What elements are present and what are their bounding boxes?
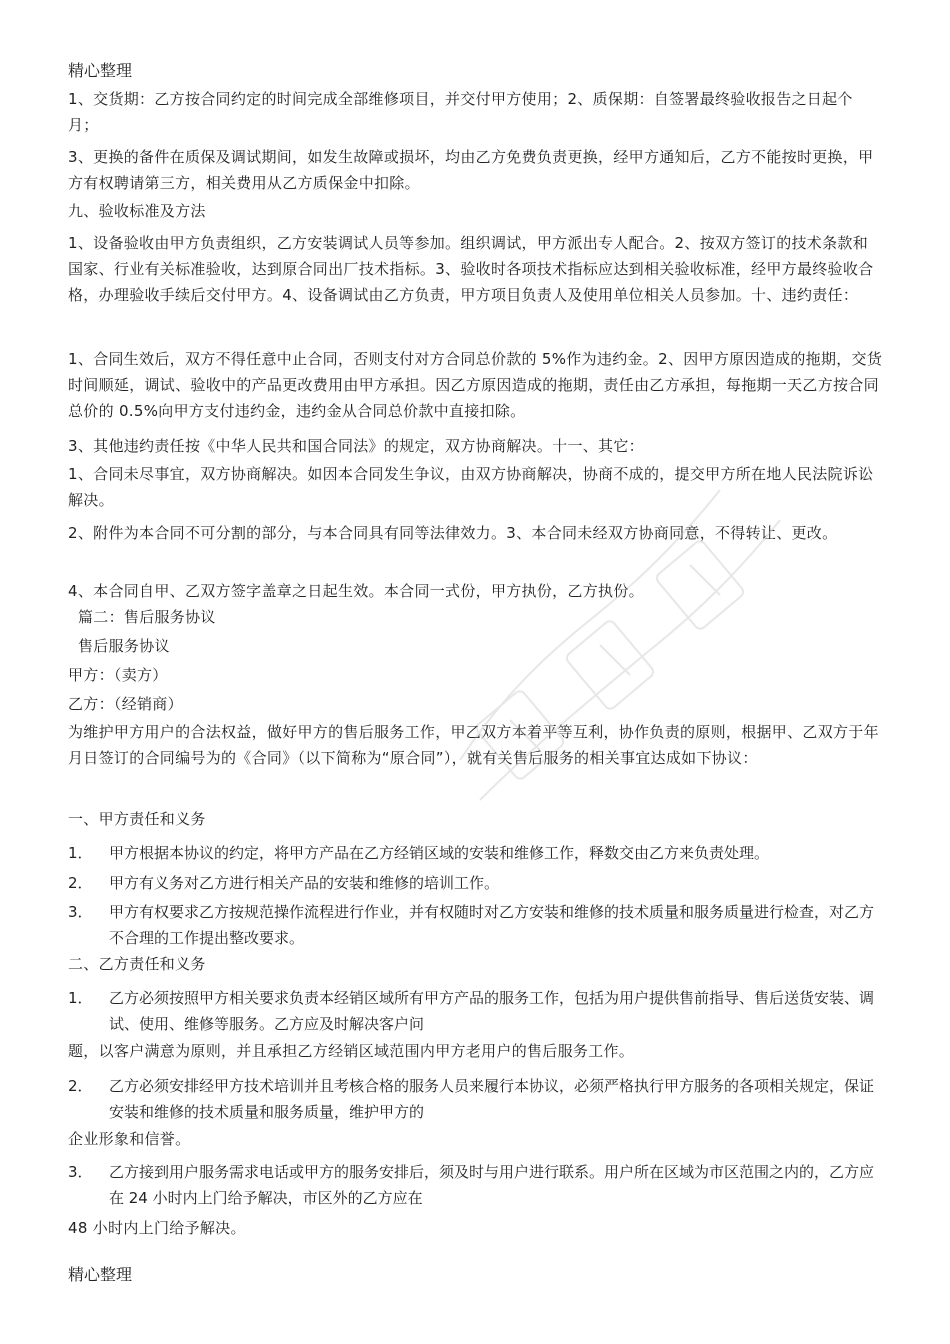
list-number: 2． bbox=[68, 1077, 93, 1095]
list-number: 1． bbox=[68, 989, 93, 1007]
paragraph: 48 小时内上门给予解决。 bbox=[68, 1219, 246, 1237]
party-b: 乙方：（经销商） bbox=[68, 695, 183, 713]
list-number: 2． bbox=[68, 874, 93, 892]
paragraph: 题，以客户满意为原则，并且承担乙方经销区域范围内甲方老用户的售后服务工作。 bbox=[68, 1042, 635, 1060]
paragraph: 1、合同未尽事宜，双方协商解决。如因本合同发生争议，由双方协商解决，协商不成的，提交甲方所在地人民法院诉讼解决。 bbox=[68, 465, 874, 509]
document-title: 售后服务协议 bbox=[78, 637, 170, 655]
paragraph: 3、其他违约责任按《中华人民共和国合同法》的规定，双方协商解决。十一、其它： bbox=[68, 437, 644, 455]
list-text: 甲方根据本协议的约定，将甲方产品在乙方经销区域的安装和维修工作，释数交由乙方来负责处理。 bbox=[109, 844, 770, 862]
list-number: 3． bbox=[68, 903, 93, 921]
section-heading: 九、验收标准及方法 bbox=[68, 202, 206, 220]
paragraph: 2、附件为本合同不可分割的部分，与本合同具有同等法律效力。3、本合同未经双方协商同意，不得转让、更改。 bbox=[68, 524, 838, 542]
page-footer: 精心整理 bbox=[68, 1265, 133, 1284]
paragraph: 企业形象和信誉。 bbox=[68, 1130, 191, 1148]
list-text: 乙方必须安排经甲方技术培训并且考核合格的服务人员来履行本协议，必须严格执行甲方服务的各项相关规定，保证安装和维修的技术质量和服务质量，维护甲方的 bbox=[109, 1077, 875, 1121]
party-a: 甲方：（卖方） bbox=[68, 666, 168, 684]
section-title: 篇二：售后服务协议 bbox=[78, 608, 216, 626]
section-heading: 二、乙方责任和义务 bbox=[68, 955, 206, 973]
page-header: 精心整理 bbox=[68, 61, 133, 80]
list-text: 甲方有义务对乙方进行相关产品的安装和维修的培训工作。 bbox=[109, 874, 500, 892]
list-number: 1． bbox=[68, 844, 93, 862]
list-text: 甲方有权要求乙方按规范操作流程进行作业，并有权随时对乙方安装和维修的技术质量和服务质量进行检查，对乙方不合理的工作提出整改要求。 bbox=[109, 903, 875, 947]
section-heading: 一、甲方责任和义务 bbox=[68, 810, 206, 828]
list-number: 3． bbox=[68, 1163, 93, 1181]
paragraph: 3、更换的备件在质保及调试期间，如发生故障或损坏，均由乙方免费负责更换，经甲方通知后，乙方不能按时更换，甲方有权聘请第三方，相关费用从乙方质保金中扣除。 bbox=[68, 148, 874, 192]
list-text: 乙方必须按照甲方相关要求负责本经销区域所有甲方产品的服务工作，包括为用户提供售前指导、售后送货安装、调试、使用、维修等服务。乙方应及时解决客户问 bbox=[109, 989, 875, 1033]
paragraph: 1、设备验收由甲方负责组织，乙方安装调试人员等参加。组织调试，甲方派出专人配合。2、按双方签订的技术条款和国家、行业有关标准验收，达到原合同出厂技术指标。3、验收时各项技术指标应达到相关验收标准，经甲方最终验收合格，办理验收手续后交付甲方。4、设备调试由乙方负责，甲方项目负责人及使用单位相关人员参加。十、违约责任： bbox=[68, 234, 874, 304]
list-text: 乙方接到用户服务需求电话或甲方的服务安排后，须及时与用户进行联系。用户所在区域为市区范围之内的，乙方应在 24 小时内上门给予解决，市区外的乙方应在 bbox=[109, 1163, 875, 1207]
paragraph: 4、本合同自甲、乙双方签字盖章之日起生效。本合同一式份，甲方执份，乙方执份。 bbox=[68, 582, 644, 600]
paragraph: 1、合同生效后，双方不得任意中止合同，否则支付对方合同总价款的 5%作为违约金。2、因甲方原因造成的拖期，交货时间顺延，调试、验收中的产品更改费用由甲方承担。因乙方原因造成的拖期，责任由乙方承担，每拖期一天乙方按合同总价的 0.5%向甲方支付违约金，违约金从合同总价款中直接扣除。 bbox=[68, 350, 883, 420]
paragraph: 1、交货期：乙方按合同约定的时间完成全部维修项目，并交付甲方使用；2、质保期：自签署最终验收报告之日起个月； bbox=[68, 90, 853, 134]
preamble: 为维护甲方用户的合法权益，做好甲方的售后服务工作，甲乙双方本着平等互利，协作负责的原则，根据甲、乙双方于年月日签订的合同编号为的《合同》（以下简称为“原合同”），就有关售后服务的相关事宜达成如下协议： bbox=[68, 723, 879, 767]
